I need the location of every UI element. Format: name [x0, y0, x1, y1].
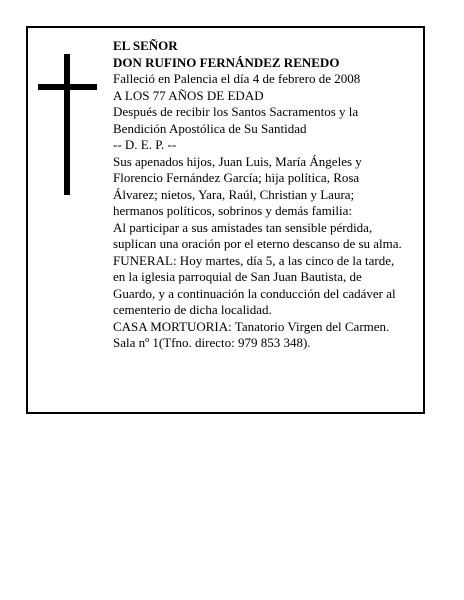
text-line: Guardo, y a continuación la conducción del cadáver al: [113, 285, 396, 301]
notice-title: EL SEÑOR: [113, 38, 178, 53]
text-line: -- D. E. P. --: [113, 137, 177, 152]
text-line: Al participar a sus amistades tan sensible pérdida,: [113, 219, 373, 235]
text-line: Falleció en Palencia el día 4 de febrero de 2008: [113, 71, 361, 86]
text-line: FUNERAL: Hoy martes, día 5, a las cinco de la tarde,: [113, 252, 395, 268]
deceased-name: DON RUFINO FERNÁNDEZ RENEDO: [113, 54, 340, 70]
text-line: Álvarez; nietos, Yara, Raúl, Christian y Laura;: [113, 186, 355, 202]
text-line: cementerio de dicha localidad.: [113, 302, 272, 317]
text-line: hermanos políticos, sobrinos y demás familia:: [113, 203, 353, 218]
text-line: Florencio Fernández García; hija política, Rosa: [113, 170, 360, 185]
obituary-text: [113, 38, 419, 352]
text-line: en la iglesia parroquial de San Juan Bautista, de: [113, 269, 362, 284]
text-line: CASA MORTUORIA: Tanatorio Virgen del Carmen.: [113, 318, 390, 334]
text-line: Sus apenados hijos, Juan Luis, María Ángeles y: [113, 153, 362, 169]
cross-icon: [64, 54, 70, 195]
text-line: Sala nº 1(Tfno. directo: 979 853 348).: [113, 335, 311, 350]
text-line: Después de recibir los Santos Sacramentos y la: [113, 104, 359, 119]
text-line: suplican una oración por el eterno descanso de su alma.: [113, 236, 402, 251]
text-line: Bendición Apostólica de Su Santidad: [113, 120, 307, 136]
cross-icon-bar: [38, 84, 97, 90]
text-line: A LOS 77 AÑOS DE EDAD: [113, 87, 264, 103]
